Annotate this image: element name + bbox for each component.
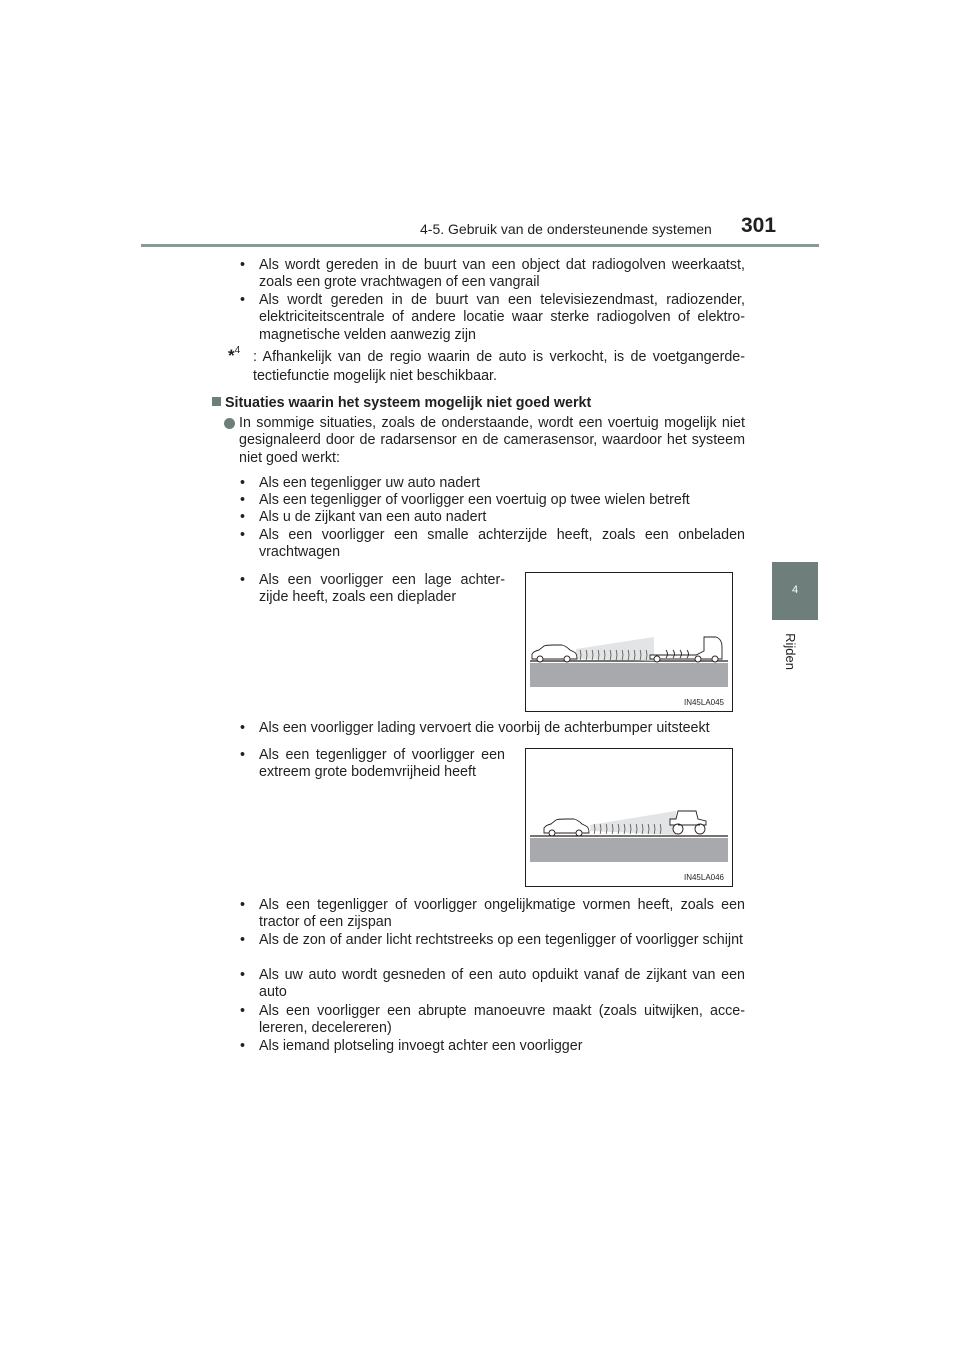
bullet-mark: •	[240, 257, 246, 273]
chapter-label-box	[780, 630, 810, 680]
list-item-text: Als een tegenligger uw auto nadert	[259, 475, 480, 491]
bullet-mark: •	[240, 897, 246, 913]
list-item	[240, 897, 745, 932]
bullet-mark: •	[240, 475, 246, 491]
figure-code: IN45LA045	[683, 698, 724, 707]
illustration-low-rear-trailer	[525, 572, 733, 712]
chapter-label: Rijden	[782, 633, 798, 670]
list-item	[240, 509, 745, 526]
list-item-text: Als een tegenligger of voorligger een extreem grote bodemvrijheid heeft	[259, 747, 505, 781]
list-item	[240, 572, 505, 607]
section-title: Situaties waarin het systeem mogelijk niet goed werkt	[212, 395, 591, 411]
bullet-mark: •	[240, 292, 246, 308]
bullet-mark: •	[240, 492, 246, 508]
list-item	[240, 527, 745, 562]
bullet-mark: •	[240, 1003, 246, 1019]
list-item-text: Als een voorligger lading vervoert die voorbij de achterbumper uitsteekt	[259, 720, 710, 736]
chapter-number: 4	[791, 584, 799, 596]
road-surface	[530, 663, 728, 687]
list-item-text: Als wordt gereden in de buurt van een object dat radiogolven weerkaatst, zoals een grote vrachtwagen of een vangrail	[259, 257, 745, 291]
footnote-text: : Afhankelijk van de regio waarin de auto is verkocht, is de voetgangerde-tectiefunctie mogelijk niet beschikbaar.	[253, 349, 745, 384]
list-item-text: Als uw auto wordt gesneden of een auto opduikt vanaf de zijkant van een auto	[259, 967, 745, 1001]
list-item	[240, 1038, 745, 1055]
list-item-text: Als een tegenligger of voorligger ongelijkmatige vormen heeft, zoals een tractor of een zijspan	[259, 897, 745, 931]
illustration-high-clearance-vehicle	[525, 748, 733, 887]
bullet-mark: •	[240, 509, 246, 525]
list-item-text: Als de zon of ander licht rechtstreeks op een tegenligger of voorligger schijnt	[259, 932, 743, 948]
ego-car-icon	[532, 645, 577, 662]
list-item	[240, 967, 745, 1002]
list-item	[240, 932, 745, 949]
bullet-mark: •	[240, 747, 246, 763]
square-bullet-icon	[212, 397, 221, 406]
section-header-title: 4-5. Gebruik van de ondersteunende systemen	[420, 221, 712, 237]
list-item	[240, 292, 745, 344]
radar-beam	[590, 811, 676, 835]
circle-bullet-icon	[224, 418, 235, 429]
road-surface	[530, 838, 728, 862]
bullet-mark: •	[240, 967, 246, 983]
footnote-mark: *$^4$	[228, 345, 241, 365]
page-number: 301	[741, 214, 777, 237]
header-divider	[141, 244, 819, 247]
list-item	[240, 1003, 745, 1038]
list-item	[240, 747, 505, 782]
bullet-mark: •	[240, 932, 246, 948]
list-item-text: Als een voorligger een abrupte manoeuvre maakt (zoals uitwijken, acce-lereren, decelereren)	[259, 1003, 745, 1037]
chapter-tab	[772, 562, 818, 620]
list-item	[240, 257, 745, 292]
illustration-svg	[526, 573, 732, 711]
list-item-text: Als wordt gereden in de buurt van een televisiezendmast, radiozender, elektriciteitscentrale of andere locatie waar sterke radiogolven of elektro-magnetische velden aanwezig zijn	[259, 292, 745, 343]
low-trailer-truck-icon	[650, 637, 722, 662]
list-item-text: Als een voorligger een lage achter-zijde heeft, zoals een dieplader	[259, 572, 505, 606]
ego-car-icon	[544, 819, 589, 836]
list-item	[240, 492, 745, 509]
list-item-text: Als een tegenligger of voorligger een voertuig op twee wielen betreft	[259, 492, 690, 508]
list-item	[240, 720, 745, 737]
list-item-text: Als een voorligger een smalle achterzijde heeft, zoals een onbeladen vrachtwagen	[259, 527, 745, 561]
intro-text: In sommige situaties, zoals de onderstaande, wordt een voertuig mogelijk niet gesignaleerd door de radarsensor en de camerasensor, waardoor het systeem niet goed werkt:	[239, 415, 745, 466]
intro-paragraph	[224, 415, 745, 467]
bullet-mark: •	[240, 572, 246, 588]
list-item-text: Als iemand plotseling invoegt achter een voorligger	[259, 1038, 583, 1054]
bullet-mark: •	[240, 527, 246, 543]
list-item	[240, 475, 745, 492]
illustration-svg	[526, 749, 732, 886]
figure-code: IN45LA046	[683, 873, 724, 882]
bullet-mark: •	[240, 1038, 246, 1054]
bullet-mark: •	[240, 720, 246, 736]
radar-beam	[576, 637, 654, 661]
list-item-text: Als u de zijkant van een auto nadert	[259, 509, 487, 525]
